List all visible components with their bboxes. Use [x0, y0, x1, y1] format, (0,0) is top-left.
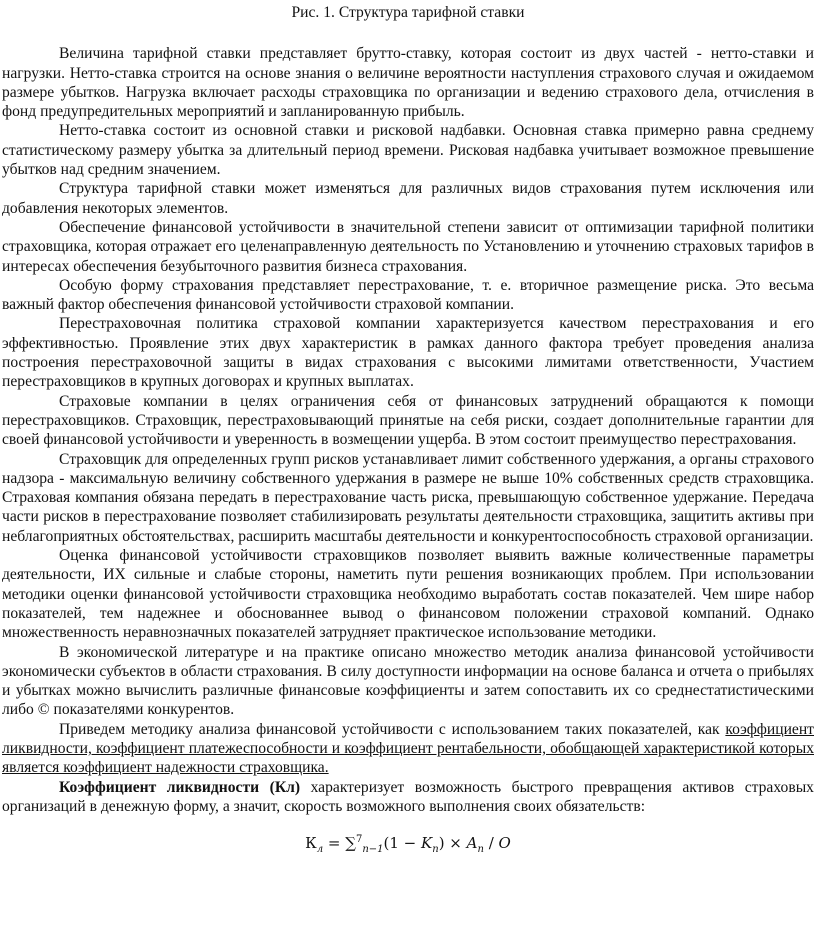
formula-k: K [421, 834, 433, 853]
liquidity-paragraph [2, 778, 814, 817]
method-underlined: коэффициент ликвидности, коэффициент платежеспособности и коэффициент рентабельности, обобщающей характеристикой которых является коэффициент надежности страховщика. [2, 720, 814, 777]
paragraph-8: Страховщик для определенных групп рисков устанавливает лимит собственного удержания, а органы страхового надзора - максимальную величину собственного удержания в размере не выше 10% собственных средств страховщика. Страховая компания обязана передать в перестрахование часть риска, превышающую собственное удержание. Передача части рисков в перестрахование позволяет стабилизировать результаты деятельности страховщика, защитить активы при неблагоприятных обстоятельствах, расширить масштабы деятельности и конкурентоспособность страховой организации. [2, 450, 814, 545]
formula-lhs: К [305, 834, 317, 853]
formula-a: A [466, 834, 478, 853]
formula-sum-sup: 7 [355, 834, 363, 846]
formula-open: (1 − [383, 834, 422, 853]
formula-sum-sign: ∑ [345, 834, 356, 853]
paragraph-9: Оценка финансовой устойчивости страховщиков позволяет выявить важные количественные параметры деятельности, ИХ сильные и слабые стороны, наметить пути решения возникающих проблем. При использовании методики оценки финансовой устойчивости страховщика необходимо выработать состав показателей. Чем шире набор показателей, тем надежнее и обоснованнее вывод о финансовом положении страховой компаний. Однако множественность неравнозначных показателей затрудняет практическое использование методики. [2, 547, 814, 642]
paragraph-4: Обеспечение финансовой устойчивости в значительной степени зависит от оптимизации тарифной политики страховщика, которая отражает его целенаправленную деятельность по Установлению и уточнению страховых тарифов в интересах обеспечения безубыточного развития бизнеса страхования. [2, 218, 814, 275]
figure-caption: Рис. 1. Структура тарифной ставки [291, 4, 525, 21]
paragraph-10: В экономической литературе и на практике описано множество методик анализа финансовой устойчивости экономически субъектов в области страхования. В силу доступности информации на основе баланса и отчета о прибылях и убытках можно вычислить различные финансовые коэффициенты и затем сопоставить их со среднестатистическими либо © показателями конкурентов. [2, 643, 814, 719]
formula-o: O [498, 834, 511, 853]
formula-k-sub: n [432, 844, 439, 856]
formula-close: ) × [438, 834, 467, 853]
formula-a-sub: n [477, 844, 484, 856]
paragraph-6: Перестраховочная политика страховой компании характеризуется качеством перестрахования и его эффективностью. Проявление этих двух характеристик в рамках данного фактора требует проведения анализа построения перестраховочной защиты в видах страхования с высокими лимитами ответственности, Участием перестраховщиков в крупных договорах и крупных выплатах. [2, 315, 814, 391]
paragraph-7: Страховые компании в целях ограничения себя от финансовых затруднений обращаются к помощи перестраховщиков. Страховщик, перестраховывающий принятые на себя риски, создает дополнительные гарантии для своей финансовой устойчивости и уверенность в возмещении ущерба. В этом состоит преимущество перестрахования. [2, 392, 814, 449]
method-paragraph [2, 720, 814, 778]
liquidity-formula [2, 830, 814, 859]
liquidity-description: характеризует возможность быстрого превращения активов страховых организаций в денежную форму, а значит, скорость возможного выполнения своих обязательств: [2, 778, 814, 815]
paragraph-3: Структура тарифной ставки может изменяться для различных видов страхования путем исключения или добавления некоторых элементов. [2, 180, 814, 217]
paragraph-2: Нетто-ставка состоит из основной ставки и рисковой надбавки. Основная ставка примерно равна среднему статистическому размеру убытка за длительный период времени. Рисковая надбавка учитывает возможное превышение убытков над средним значением. [2, 122, 814, 179]
method-lead: Приведем методику анализа финансовой устойчивости с использованием таких показателей, как [59, 720, 726, 738]
formula-lhs-sub: л [316, 844, 324, 856]
liquidity-term: Коэффициент ликвидности (Кл) [59, 778, 301, 796]
formula-eq: = [323, 834, 346, 853]
paragraph-5: Особую форму страхования представляет перестрахование, т. е. вторичное размещение риска. Это весьма важный фактор обеспечения финансовой устойчивости страховой компании. [2, 276, 814, 314]
formula-div: / [483, 834, 499, 853]
paragraph-1: Величина тарифной ставки представляет брутто-ставку, которая состоит из двух частей - нетто-ставки и нагрузки. Нетто-ставка строится на основе знания о величине вероятности наступления страхового случая и ожидаемом размере убытков. Нагрузка включает расходы страховщика по организации и ведению страхового дела, отчисления в фонд предупредительных мероприятий и запланированную прибыль. [2, 45, 814, 121]
formula-sum-sub: n−1 [362, 844, 384, 856]
